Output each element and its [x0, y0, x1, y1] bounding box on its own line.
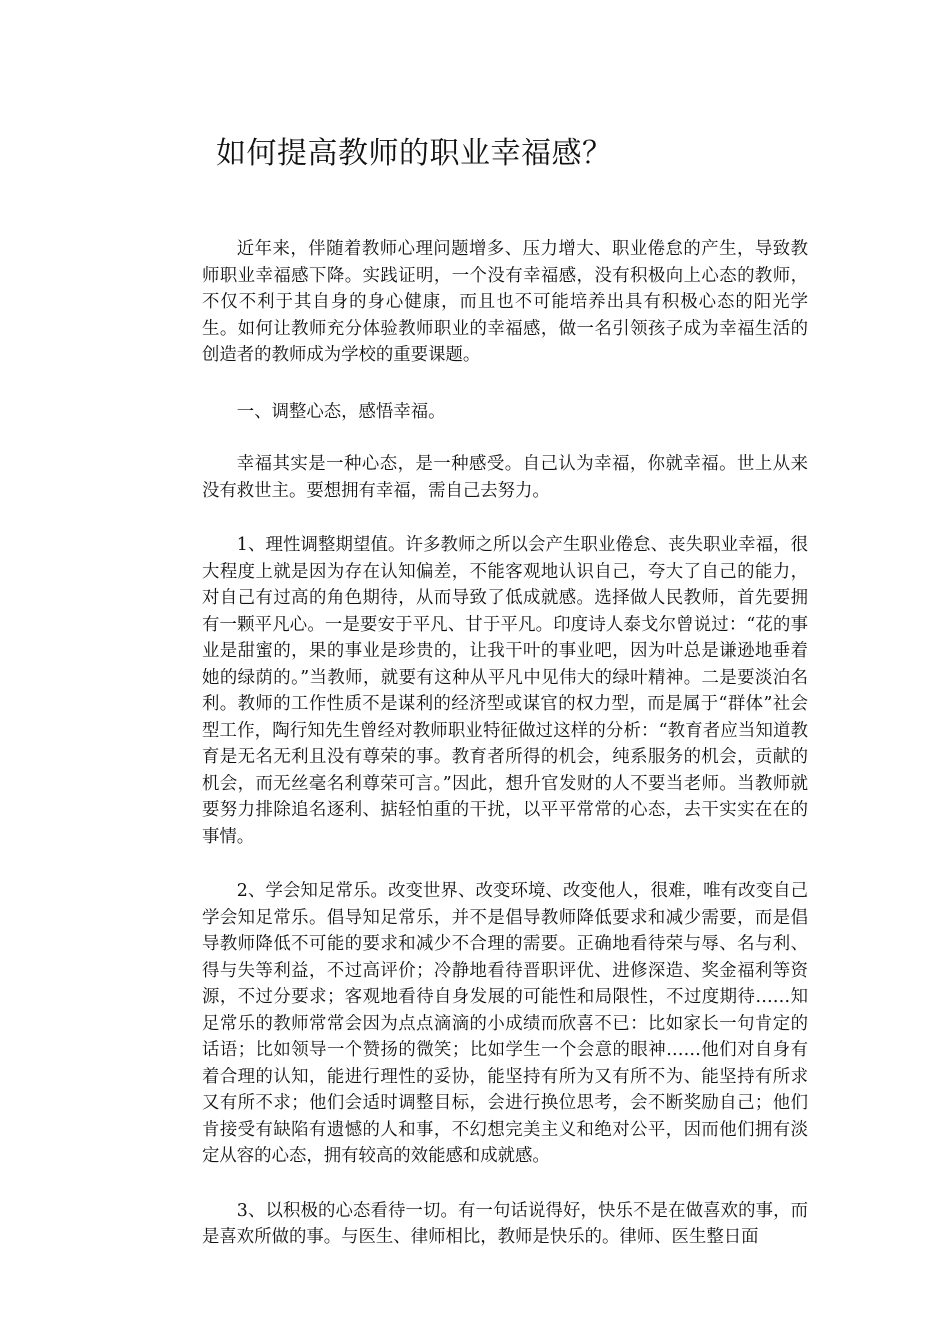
section-heading: 一、调整心态，感悟幸福。 [236, 401, 446, 422]
body-paragraph: 1、理性调整期望值。许多教师之所以会产生职业倦怠、丧失职业幸福，很大程度上就是因为存在认知偏差，不能客观地认识自己，夸大了自己的能力，对自己有过高的角色期待，从而导致了低成就感。选择做人民教师，首先要拥有一颗平凡心。一是要安于平凡、甘于平凡。印度诗人泰戈尔曾说过：“花的事业是甜蜜的，果的事业是珍贵的，让我干叶的事业吧，因为叶总是谦逊地垂着她的绿荫的。”当教师，就要有这种从平凡中见伟大的绿叶精神。二是要淡泊名利。教师的工作性质不是谋利的经济型或谋官的权力型，而是属于“群体”社会型工作，陶行知先生曾经对教师职业特征做过这样的分析：“教育者应当知道教育是无名无利且没有尊荣的事。教育者所得的机会，纯系服务的机会，贡献的机会，而无丝毫名利尊荣可言。”因此，想升官发财的人不要当老师。当教师就要努力排除追名逐利、掂轻怕重的干扰，以平平常常的心态，去干实实在在的事情。 [202, 535, 808, 847]
intro-paragraph: 近年来，伴随着教师心理问题增多、压力增大、职业倦怠的产生，导致教师职业幸福感下降。实践证明，一个没有幸福感，没有积极向上心态的教师，不仅不利于其自身的身心健康，而且也不可能培养出具有积极心态的阳光学生。如何让教师充分体验教师职业的幸福感，做一名引领孩子成为幸福生活的创造者的教师成为学校的重要课题。 [202, 239, 808, 365]
document-body [202, 236, 808, 1279]
document-title: 如何提高教师的职业幸福感？ [216, 136, 613, 171]
body-paragraph: 幸福其实是一种心态，是一种感受。自己认为幸福，你就幸福。世上从来没有救世主。要想拥有幸福，需自己去努力。 [202, 454, 808, 501]
body-paragraph: 3、以积极的心态看待一切。有一句话说得好，快乐不是在做喜欢的事，而是喜欢所做的事。与医生、律师相比，教师是快乐的。律师、医生整日面 [202, 1200, 808, 1247]
body-paragraph: 2、学会知足常乐。改变世界、改变环境、改变他人，很难，唯有改变自己学会知足常乐。倡导知足常乐，并不是倡导教师降低要求和减少需要，而是倡导教师降低不可能的要求和减少不合理的需要。正确地看待荣与辱、名与利、得与失等利益，不过高评价；冷静地看待晋职评优、进修深造、奖金福利等资源，不过分要求；客观地看待自身发展的可能性和局限性，不过度期待……知足常乐的教师常常会因为点点滴滴的小成绩而欣喜不已：比如家长一句肯定的话语；比如领导一个赞扬的微笑；比如学生一个会意的眼神……他们对自身有着合理的认知，能进行理性的妥协，能坚持有所为又有所不为、能坚持有所求又有所不求；他们会适时调整目标，会进行换位思考，会不断奖励自己；他们肯接受有缺陷有遗憾的人和事，不幻想完美主义和绝对公平，因而他们拥有淡定从容的心态，拥有较高的效能感和成就感。 [202, 881, 808, 1166]
